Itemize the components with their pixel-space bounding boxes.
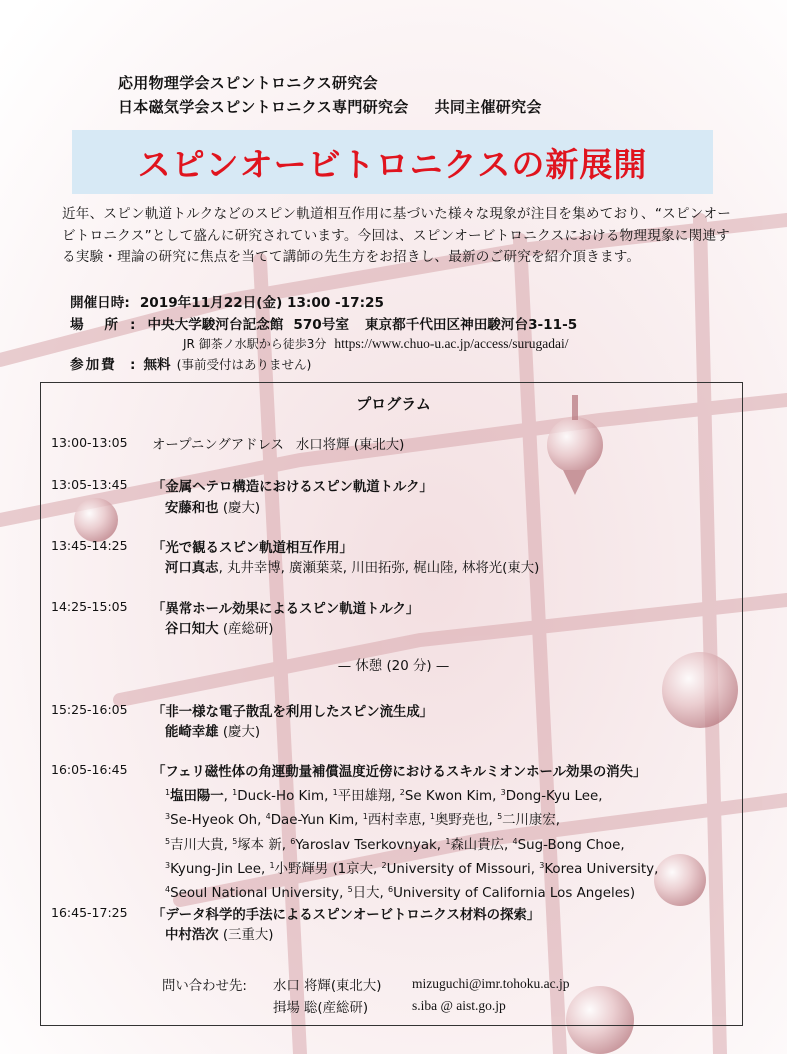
author-14: 森山貴広, <box>450 837 509 853</box>
affiliation-5: 日大, <box>352 886 384 902</box>
time-talk-3: 14:25-15:05 <box>51 599 128 614</box>
speaker-4 <box>165 721 260 740</box>
author-17: 小野輝男 <box>274 861 329 877</box>
speaker-4-name: 能崎幸雄 <box>165 725 219 740</box>
venue-sep: : <box>130 317 136 333</box>
author-7: Dae-Yun Kim, <box>270 813 359 829</box>
opening-title: オープニングアドレス <box>152 438 284 453</box>
speaker-1-affil: (慶大) <box>222 501 261 516</box>
fee-sep: : <box>130 357 136 373</box>
time-talk-2: 13:45-14:25 <box>51 538 128 553</box>
program-title: プログラム <box>356 395 431 413</box>
venue-row <box>70 313 577 333</box>
access-text: JR 御茶ノ水駅から徒歩3分 <box>183 337 327 351</box>
talk-title-4: 「非一様な電子散乱を利用したスピン流生成」 <box>152 705 434 720</box>
venue-address: 東京都千代田区神田駿河台3-11-5 <box>364 317 578 333</box>
speaker-1-name: 安藤和也 <box>165 501 219 516</box>
opening-speaker: 水口将輝 (東北大) <box>295 438 405 453</box>
fee-value: 無料 <box>143 357 171 373</box>
talk-title-3: 「異常ホール効果によるスピン軌道トルク」 <box>152 602 420 617</box>
time-talk-1: 13:05-13:45 <box>51 477 128 492</box>
time-talk-6: 16:45-17:25 <box>51 905 128 920</box>
fee-note: (事前受付はありません) <box>176 357 312 372</box>
venue-name: 中央大学駿河台記念館 <box>147 317 284 333</box>
author-11: 吉川大貴, <box>170 837 228 853</box>
date-value: 2019年11月22日(金) 13:00 -17:25 <box>139 295 384 311</box>
contact-person-1: 水口 将輝(東北大) <box>273 979 382 994</box>
author-12: 塚本 新, <box>237 837 286 853</box>
cohost-label: 共同主催研究会 <box>434 98 542 116</box>
author-10: 二川康宏, <box>502 813 560 829</box>
contact-label: 問い合わせ先: <box>162 979 247 994</box>
time-opening: 13:00-13:05 <box>51 435 128 450</box>
speaker-3-affil: (産総研) <box>222 622 274 637</box>
time-talk-5: 16:05-16:45 <box>51 762 128 777</box>
author-16: Kyung-Jin Lee, <box>170 861 266 877</box>
author-list: $^1$塩田陽一, $^1$Duck-Ho Kim, $^1$平田雄翔, $^2$Se Kwon Kim, $^3$Dong-Kyu Lee, $^3$Se-Hyeok Oh, $^4$Dae-Yun Kim, $^1$西村幸恵, $^1$奥野尭也, $^5$二川康宏, $^5$吉川大貴, $^5$塚本 新, $^6$Yaroslav Tserkovnyak, $^1$森山貴広, $^4$Sug-Bong Choe, $^3$Kyung-Jin Lee, $^1$小野輝男 (1京大, $^2$University of Missouri, $^3$Korea University, $^4$Seoul National University, $^5$日大, $^6$University of California Los Angeles) <box>165 788 659 902</box>
organizer-2-name: 日本磁気学会スピントロニクス専門研究会 <box>118 98 409 116</box>
author-4: Se Kwon Kim, <box>404 789 497 804</box>
talk-title-1: 「金属ヘテロ構造におけるスピン軌道トルク」 <box>152 480 433 495</box>
access-row <box>183 335 569 352</box>
talk-title-2: 「光で観るスピン軌道相互作用」 <box>152 541 353 556</box>
author-8: 西村幸恵, <box>367 813 426 829</box>
speaker-2-name: 河口真志 <box>165 561 219 576</box>
affiliation-3: Korea University, <box>544 861 659 877</box>
speaker-6-name: 中村浩次 <box>165 928 219 943</box>
talk-title-6: 「データ科学的手法によるスピンオービトロニクス材料の探索」 <box>152 908 541 923</box>
contact-email-2[interactable]: s.iba @ aist.go.jp <box>412 998 506 1013</box>
speaker-4-affil: (慶大) <box>222 725 261 740</box>
author-2: Duck-Ho Kim, <box>237 789 329 804</box>
affiliation-4: Seoul National University, <box>170 886 344 902</box>
author-13: Yaroslav Tserkovnyak, <box>295 837 442 853</box>
affiliation-1: (1京大, <box>332 861 378 877</box>
affiliation-6: University of California Los Angeles) <box>393 886 636 902</box>
organizer-1: 応用物理学会スピントロニクス研究会 <box>118 74 378 92</box>
author-1: 塩田陽一 <box>170 789 224 804</box>
page-title: スピンオービトロニクスの新展開 <box>137 144 648 184</box>
event-date-row <box>70 291 384 311</box>
speaker-2 <box>165 557 539 576</box>
date-label: 開催日時: <box>70 295 130 311</box>
contact-person-2: 揖場 聡(産総研) <box>273 1001 369 1016</box>
author-5: Dong-Kyu Lee, <box>505 789 603 804</box>
fee-label: 参加費 <box>70 357 117 373</box>
speaker-3 <box>165 618 273 637</box>
access-url[interactable]: https://www.chuo-u.ac.jp/access/surugadai/ <box>334 336 569 351</box>
organizer-2 <box>118 96 542 117</box>
author-3: 平田雄翔, <box>337 789 396 804</box>
intro-paragraph: 近年、スピン軌道トルクなどのスピン軌道相互作用に基づいた様々な現象が注目を集めており、“スピンオービトロニクス”として盛んに研究されています。今回は、スピンオービトロニクスにおける物理現象に関連する実験・理論の研究に焦点を当てて講師の先生方をお招きし、最新のご研究を紹介頂きます。 <box>62 206 732 265</box>
opening-address <box>152 434 404 453</box>
speaker-2-affil: , 丸井幸博, 廣瀬葉菜, 川田拓弥, 梶山陸, 林将光(東大) <box>218 561 540 576</box>
speaker-1 <box>165 497 260 516</box>
author-9: 奥野尭也, <box>434 813 493 829</box>
venue-room: 570号室 <box>293 317 349 333</box>
fee-row <box>70 353 311 373</box>
time-talk-4: 15:25-16:05 <box>51 702 128 717</box>
venue-label: 場 所 <box>70 317 126 333</box>
talk-title-5: 「フェリ磁性体の角運動量補償温度近傍におけるスキルミオンホール効果の消失」 <box>152 765 647 780</box>
author-15: Sug-Bong Choe, <box>517 837 625 853</box>
break-label: — 休憩 (20 分) — <box>337 659 450 674</box>
speaker-3-name: 谷口知大 <box>165 622 219 637</box>
author-6: Se-Hyeok Oh, <box>170 813 262 829</box>
speaker-6-affil: (三重大) <box>222 928 274 943</box>
contact-email-1[interactable]: mizuguchi@imr.tohoku.ac.jp <box>412 976 570 991</box>
affiliation-2: University of Missouri, <box>386 861 535 877</box>
speaker-6 <box>165 924 273 943</box>
